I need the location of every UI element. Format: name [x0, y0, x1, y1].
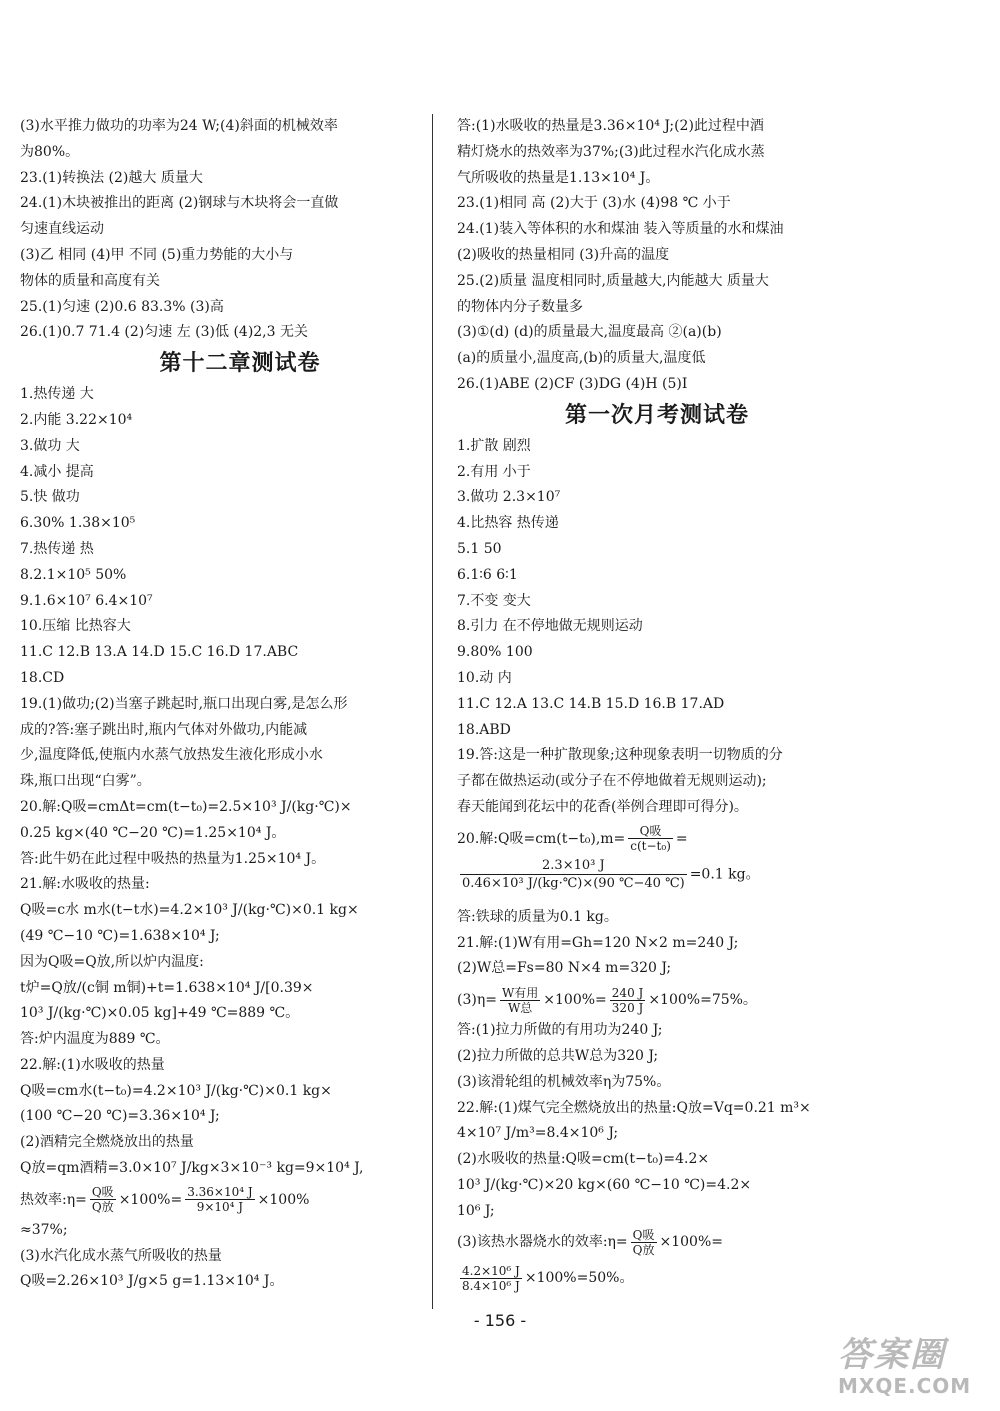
text-line: ≈37%;	[20, 1221, 68, 1238]
text-line: 答:(1)水吸收的热量是3.36×10⁴ J;(2)此过程中酒	[457, 118, 764, 134]
text-line: 0.25 kg×(40 ℃−20 ℃)=1.25×10⁴ J。	[20, 824, 286, 841]
text-line: 24.(1)装入等体积的水和煤油 装入等质量的水和煤油	[457, 221, 784, 238]
text-line: 因为Q吸=Q放,所以炉内温度:	[20, 953, 204, 970]
denominator: 9×10⁴ J	[196, 1200, 244, 1215]
text-line: 珠,瓶口出现“白雾”。	[20, 773, 151, 790]
formula-text: ×100%=	[118, 1191, 183, 1208]
text-line: 21.解:水吸收的热量:	[20, 876, 150, 893]
q22-result	[457, 1260, 857, 1296]
text-line: 答:此牛奶在此过程中吸热的热量为1.25×10⁴ J。	[20, 850, 326, 867]
text-line: (2)水吸收的热量:Q吸=cm(t−t₀)=4.2×	[457, 1151, 710, 1168]
fraction	[631, 1228, 657, 1257]
page-number: - 156 -	[473, 1311, 527, 1330]
numerator: 4.2×10⁶ J	[462, 1263, 520, 1278]
numerator: 3.36×10⁴ J	[187, 1185, 253, 1200]
denominator: 8.4×10⁶ J	[462, 1278, 520, 1293]
text-line: 19.(1)做功;(2)当塞子跳起时,瓶口出现白雾,是怎么形	[20, 695, 348, 712]
text-line: 11.C 12.A 13.C 14.B 15.D 16.B 17.AD	[457, 695, 725, 712]
text-line: (49 ℃−10 ℃)=1.638×10⁴ J;	[20, 927, 220, 944]
text-line: 子都在做热运动(或分子在不停地做着无规则运动);	[457, 773, 767, 790]
text-line: 为80%。	[20, 143, 80, 160]
text-line: 物体的质量和高度有关	[20, 272, 160, 289]
text-line: Q吸=2.26×10³ J/g×5 g=1.13×10⁴ J。	[20, 1273, 284, 1290]
formula-text: ×100%	[257, 1191, 310, 1208]
numerator: 240 J	[611, 985, 644, 1000]
text-line: 26.(1)ABE (2)CF (3)DG (4)H (5)I	[457, 375, 688, 392]
numerator: Q吸	[91, 1185, 114, 1200]
q20-result	[457, 857, 857, 905]
left-top-block	[20, 114, 420, 346]
q21-formula	[457, 982, 857, 1018]
formula-text: ×100%=50%。	[524, 1270, 634, 1287]
text-line: 少,温度降低,使瓶内水蒸气放热发生液化形成小水	[20, 747, 323, 764]
watermark-text: 答案圈	[838, 1335, 946, 1375]
text-line: 答:铁球的质量为0.1 kg。	[457, 908, 618, 925]
formula-text: ×100%=75%。	[648, 992, 757, 1009]
text-line: 19.答:这是一种扩散现象;这种现象表明一切物质的分	[457, 747, 783, 764]
text-line: 10³ J/(kg·℃)×0.05 kg]+49 ℃=889 ℃。	[20, 1005, 300, 1022]
text-line: (2)W总=Fs=80 N×4 m=320 J;	[457, 960, 672, 977]
text-line: 9.1.6×10⁷ 6.4×10⁷	[20, 592, 153, 609]
text-line: 23.(1)转换法 (2)越大 质量大	[20, 169, 203, 186]
text-line: 22.解:(1)煤气完全燃烧放出的热量:Q放=Vq=0.21 m³×	[457, 1099, 811, 1116]
text-line: 成的?答:塞子跳出时,瓶内气体对外做功,内能减	[20, 721, 308, 738]
fraction	[628, 824, 673, 853]
text-line: 6.1∶6 6∶1	[457, 566, 518, 583]
text-line: (2)吸收的热量相同 (3)升高的温度	[457, 246, 670, 263]
numerator: Q吸	[632, 1227, 655, 1242]
text-line: 5.快 做功	[20, 489, 80, 506]
formula-text: (3)η=	[457, 992, 497, 1009]
text-line: 23.(1)相同 高 (2)大于 (3)水 (4)98 ℃ 小于	[457, 195, 731, 212]
text-line: (3)乙 相同 (4)甲 不同 (5)重力势能的大小与	[20, 246, 294, 263]
text-line: 18.ABD	[457, 721, 511, 738]
text-line: (a)的质量小,温度高,(b)的质量大,温度低	[457, 350, 706, 367]
text-line: 26.(1)0.7 71.4 (2)匀速 左 (3)低 (4)2,3 无关	[20, 324, 308, 341]
text-line: Q吸=c水 m水(t−t水)=4.2×10³ J/(kg·℃)×0.1 kg×	[20, 902, 359, 919]
numerator: W有用	[501, 985, 539, 1000]
chapter-answers	[20, 382, 420, 1295]
text-line: 4×10⁷ J/m³=8.4×10⁶ J;	[457, 1125, 619, 1142]
text-line: 24.(1)木块被推出的距离 (2)钢球与木块将会一直做	[20, 195, 339, 212]
text-line: 8.引力 在不停地做无规则运动	[457, 618, 643, 635]
text-line: 20.解:Q吸=cmΔt=cm(t−t₀)=2.5×10³ J/(kg·℃)×	[20, 798, 352, 815]
chapter-heading: 第十二章测试卷	[159, 351, 321, 377]
denominator: W总	[507, 1000, 533, 1015]
formula-text: 20.解:Q吸=cm(t−t₀),m=	[457, 830, 626, 847]
fraction	[500, 986, 540, 1015]
fraction	[185, 1185, 254, 1214]
q22-formula	[457, 1224, 857, 1260]
text-line: 1.扩散 剧烈	[457, 437, 531, 454]
text-line: 3.做功 大	[20, 437, 80, 454]
text-line: 21.解:(1)W有用=Gh=120 N×2 m=240 J;	[457, 934, 739, 951]
watermark-logo	[838, 1335, 996, 1405]
text-line: 10.压缩 比热容大	[20, 618, 131, 635]
text-line: 2.有用 小于	[457, 463, 531, 480]
text-line: 匀速直线运动	[20, 221, 104, 238]
fraction	[90, 1185, 116, 1214]
denominator: 320 J	[611, 1000, 644, 1015]
formula-text: 热效率:η=	[20, 1191, 87, 1208]
text-line: 3.做功 2.3×10⁷	[457, 489, 561, 506]
q20-formula	[457, 821, 857, 857]
text-line: 11.C 12.B 13.A 14.D 15.C 16.D 17.ABC	[20, 644, 299, 661]
numerator: Q吸	[628, 824, 673, 839]
text-line: (2)酒精完全燃烧放出的热量	[20, 1134, 194, 1151]
efficiency-formula	[20, 1182, 420, 1218]
exam-heading: 第一次月考测试卷	[564, 402, 749, 428]
left-column	[20, 114, 420, 1295]
text-line: 7.热传递 热	[20, 540, 94, 557]
text-line: 6.30% 1.38×10⁵	[20, 515, 136, 532]
text-line: Q吸=cm水(t−t₀)=4.2×10³ J/(kg·℃)×0.1 kg×	[20, 1082, 332, 1099]
denominator: c(t−t₀)	[630, 839, 671, 854]
text-line: t炉=Q放/(c铜 m铜)+t=1.638×10⁴ J/[0.39×	[20, 979, 314, 996]
text-line: (3)水平推力做功的功率为24 W;(4)斜面的机械效率	[20, 118, 338, 134]
text-line: 25.(2)质量 温度相同时,质量越大,内能越大 质量大	[457, 272, 769, 289]
text-line: 5.1 50	[457, 540, 502, 557]
text-line: 10.动 内	[457, 669, 512, 686]
text-line: 4.比热容 热传递	[457, 515, 559, 532]
text-line: 答:炉内温度为889 ℃。	[20, 1031, 170, 1048]
formula-text: =0.1 kg。	[689, 866, 760, 883]
formula-text: (3)该热水器烧水的效率:η=	[457, 1234, 628, 1251]
text-line: 25.(1)匀速 (2)0.6 83.3% (3)高	[20, 298, 224, 315]
denominator: Q放	[91, 1200, 114, 1215]
text-line: 精灯烧水的热效率为37%;(3)此过程水汽化成水蒸	[457, 143, 765, 160]
text-line: 气所吸收的热量是1.13×10⁴ J。	[457, 169, 660, 186]
fraction	[610, 986, 646, 1015]
text-line: 春天能闻到花坛中的花香(举例合理即可得分)。	[457, 798, 748, 815]
fraction	[460, 857, 687, 892]
text-line: (3)①(d) (d)的质量最大,温度最高 ②(a)(b)	[457, 324, 722, 341]
text-line: 22.解:(1)水吸收的热量	[20, 1056, 165, 1073]
text-line: Q放=qm酒精=3.0×10⁷ J/kg×3×10⁻³ kg=9×10⁴ J,	[20, 1160, 364, 1177]
numerator: 2.3×10³ J	[460, 857, 687, 875]
text-line: 18.CD	[20, 669, 65, 686]
right-column	[432, 114, 857, 1309]
text-line: 9.80% 100	[457, 644, 533, 661]
text-line: 10³ J/(kg·℃)×20 kg×(60 ℃−10 ℃)=4.2×	[457, 1176, 752, 1193]
right-top-block	[457, 114, 857, 398]
text-line: 7.不变 变大	[457, 592, 531, 609]
exam-answers	[457, 434, 857, 1297]
formula-text: =	[675, 830, 688, 847]
watermark-url: MXQE.COM	[838, 1374, 972, 1398]
text-line: (3)水汽化成水蒸气所吸收的热量	[20, 1247, 222, 1264]
text-line: (3)该滑轮组的机械效率η为75%。	[457, 1073, 671, 1090]
text-line: 的物体内分子数量多	[457, 298, 583, 315]
text-line: 答:(1)拉力所做的有用功为240 J;	[457, 1022, 663, 1039]
text-line: 2.内能 3.22×10⁴	[20, 411, 133, 428]
text-line: (100 ℃−20 ℃)=3.36×10⁴ J;	[20, 1108, 220, 1125]
formula-text: ×100%=	[659, 1234, 724, 1251]
text-line: 8.2.1×10⁵ 50%	[20, 566, 127, 583]
fraction	[460, 1264, 522, 1293]
text-line: 4.减小 提高	[20, 463, 94, 480]
text-line: (2)拉力所做的总共W总为320 J;	[457, 1047, 659, 1064]
denominator: Q放	[632, 1242, 655, 1257]
formula-text: ×100%=	[543, 992, 607, 1009]
text-line: 1.热传递 大	[20, 386, 94, 403]
text-line: 10⁶ J;	[457, 1202, 495, 1219]
denominator: 0.46×10³ J/(kg·℃)×(90 ℃−40 ℃)	[462, 875, 685, 891]
